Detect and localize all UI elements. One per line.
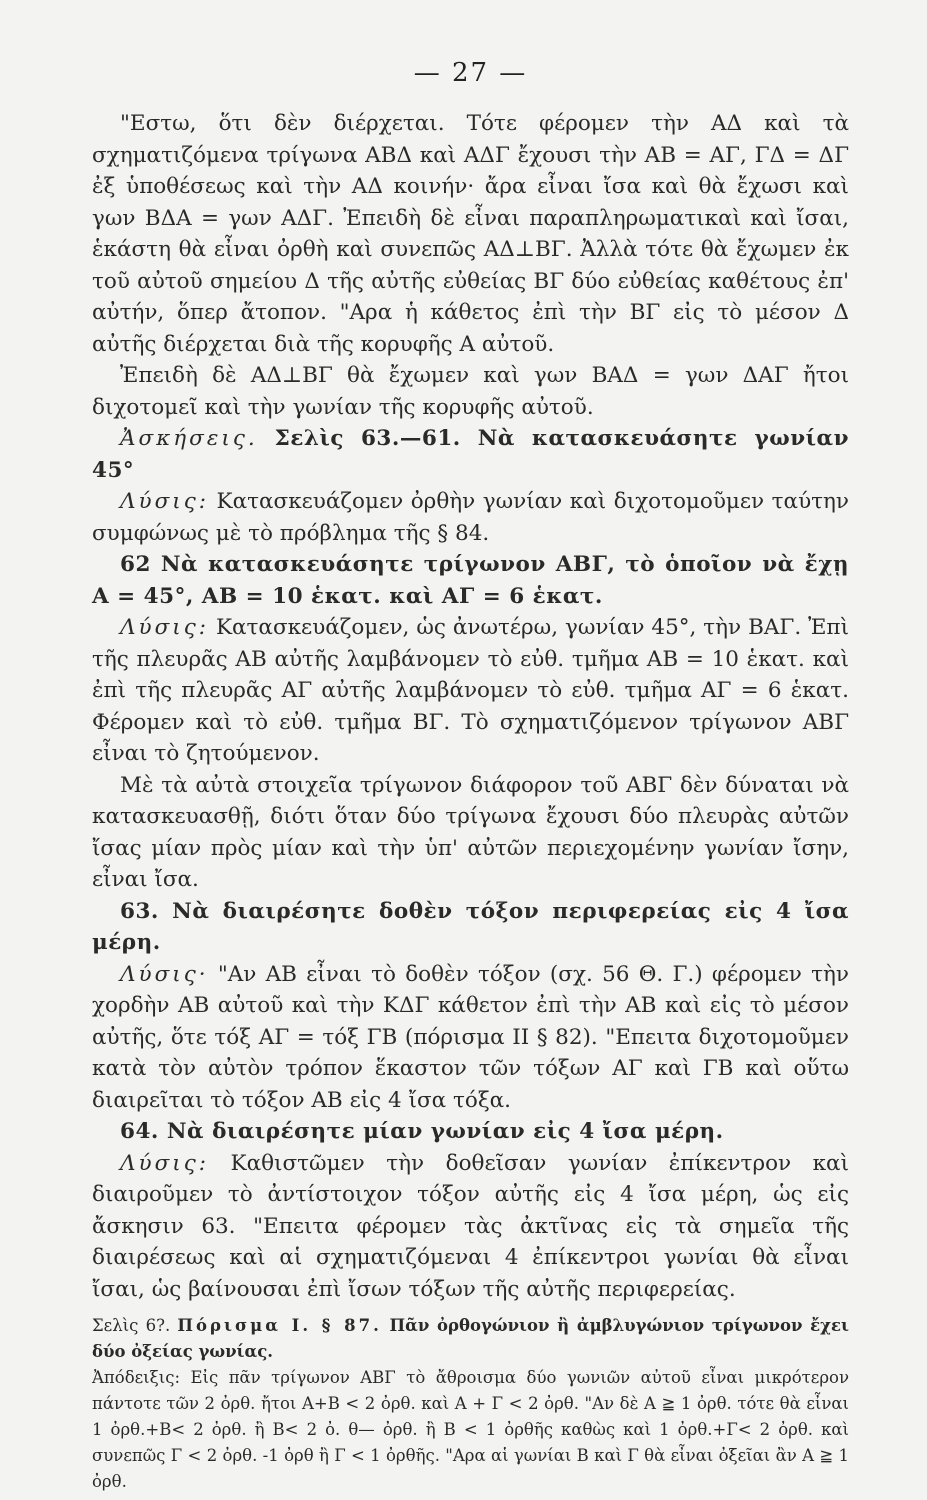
exercise-62-title: 62 Νὰ κατασκευάσητε τρίγωνον ΑΒΓ, τὸ ὁποῖον νὰ ἔχῃ Α = 45°, ΑΒ = 10 ἑκατ. καὶ ΑΓ = 6 ἑκατ.: [92, 552, 849, 609]
page-number: — 27 —: [413, 58, 528, 88]
exercise-64-title: 64. Νὰ διαιρέσητε μίαν γωνίαν εἰς 4 ἴσα μέρη.: [120, 1119, 724, 1144]
corollary-proof: Ἀπόδειξις: Εἰς πᾶν τρίγωνον ΑΒΓ τὸ ἄθροισμα δύο γωνιῶν αὐτοῦ εἶναι μικρότερον πάντοτε τῶν 2 ὀρθ. ἤτοι Α+Β < 2 ὀρθ. καὶ Α + Γ < 2 ὀρθ. "Αν δὲ Α ≧ 1 ὀρθ. τότε θὰ εἶναι 1 ὀρθ.+Β< 2 ὀρθ. ἢ Β< 2 ὀ. θ— ὀρθ. ἢ Β < 1 ὀρθῆς καθὼς καὶ 1 ὀρθ.+Γ< 2 ὀρθ. καὶ συνεπῶς Γ < 2 ὀρθ. -1 ὀρθ ἢ Γ < 1 ὀρθῆς. "Αρα αἱ γωνίαι Β καὶ Γ θὰ εἶναι ὀξεῖαι ἂν Α ≧ 1 ὀρθ.: [92, 1368, 849, 1491]
body-text: [92, 108, 849, 1305]
solution-64-text: Καθιστῶμεν τὴν δοθεῖσαν γωνίαν ἐπίκεντρον καὶ διαιροῦμεν τὸ ἀντίστοιχον τόξον αὐτῆς εἰς 4 ἴσα μέρη, ὡς εἰς ἄσκησιν 63. "Επειτα φέρομεν τὰς ἀκτῖνας εἰς τὰ σημεῖα τῆς διαιρέσεως καὶ αἱ σχηματιζόμεναι 4 ἐπίκεντροι γωνίαι θὰ εἶναι ἴσαι, ὡς βαίνουσαι ἐπὶ ἴσων τόξων τῆς αὐτῆς περιφερείας.: [92, 1150, 849, 1302]
solution-label: Λύσις:: [120, 489, 209, 514]
corollary-label: Πόρισμα Ι. § 87.: [177, 1316, 382, 1335]
paragraph-solution-64: [92, 1148, 849, 1306]
solution-label: Λύσις·: [120, 961, 209, 987]
solution-61-text: Κατασκευάζομεν ὀρθὴν γωνίαν καὶ διχοτομοῦμεν ταύτην συμφώνως μὲ τὸ πρόβλημα τῆς § 84.: [92, 489, 849, 546]
exercises-label: Ἀσκήσεις.: [120, 426, 258, 451]
exercise-61-title: Σελὶς 63.—61. Νὰ κατασκευάσητε γωνίαν 45°: [92, 426, 849, 483]
solution-label: Λύσις:: [120, 615, 209, 640]
solution-62-text: Κατασκευάζομεν, ὡς ἀνωτέρω, γωνίαν 45°, τὴν ΒΑΓ. Ἐπὶ τῆς πλευρᾶς ΑΒ αὐτῆς λαμβάνομεν τὸ εὐθ. τμῆμα ΑΒ = 10 ἑκατ. καὶ ἐπὶ τῆς πλευρᾶς ΑΓ αὐτῆς λαμβάνομεν τὸ εὐθ. τμῆμα ΑΓ = 6 ἑκατ. Φέρομεν καὶ τὸ εὐθ. τμῆμα ΒΓ. Τὸ σχηματιζόμενον τρίγωνον ΑΒΓ εἶναι τὸ ζητούμενον.: [92, 615, 849, 766]
paragraph-solution-63: [92, 959, 849, 1117]
solution-63-text: "Αν ΑΒ εἶναι τὸ δοθὲν τόξον (σχ. 56 Θ. Γ.) φέρομεν τὴν χορδὴν ΑΒ αὐτοῦ καὶ τὴν ΚΔΓ κάθετον ἐπὶ τὴν ΑΒ καὶ εἰς τὸ μέσον αὐτῆς, ὅτε τόξ ΑΓ = τόξ ΓΒ (πόρισμα ΙΙ § 82). "Επειτα διχοτομοῦμεν κατὰ τὸν αὐτὸν τρόπον ἕκαστον τῶν τόξων ΑΓ καὶ ΓΒ καὶ οὕτω διαιρεῖται τὸ τόξον ΑΒ εἰς 4 ἴσα τόξα.: [92, 961, 849, 1113]
solution-label: Λύσις:: [120, 1150, 209, 1176]
corollary-statement: [92, 1313, 849, 1365]
corollary-section: [92, 1313, 849, 1495]
paragraph-uniqueness: Μὲ τὰ αὐτὰ στοιχεῖα τρίγωνον διάφορον τοῦ ΑΒΓ δὲν δύναται νὰ κατασκευασθῇ, διότι ὅταν δύο τρίγωνα ἔχουσι δύο πλευρὰς αὐτῶν ἴσας μίαν πρὸς μίαν καὶ τὴν ὑπ' αὐτῶν περιεχομένην γωνίαν ἴσην, εἶναι ἴσα.: [92, 772, 849, 892]
corollary-page-ref: Σελὶς 6?.: [92, 1316, 178, 1335]
paragraph-exercises-61: [92, 423, 849, 486]
paragraph-solution-61: [92, 486, 849, 549]
paragraph-solution-62: [92, 612, 849, 770]
paragraph-proof-continuation: "Εστω, ὅτι δὲν διέρχεται. Τότε φέρομεν τὴν ΑΔ καὶ τὰ σχηματιζόμενα τρίγωνα ΑΒΔ καὶ ΑΔΓ ἔχουσι τὴν ΑΒ = ΑΓ, ΓΔ = ΔΓ ἐξ ὑποθέσεως καὶ τὴν ΑΔ κοινήν· ἄρα εἶναι ἴσα καὶ θὰ ἔχωσι καὶ γων ΒΔΑ = γων ΑΔΓ. Ἐπειδὴ δὲ εἶναι παραπληρωματικαὶ καὶ ἴσαι, ἑκάστη θὰ εἶναι ὀρθὴ καὶ συνεπῶς ΑΔ⊥ΒΓ. Ἀλλὰ τότε θὰ ἔχωμεν ἐκ τοῦ αὐτοῦ σημείου Δ τῆς αὐτῆς εὐθείας ΒΓ δύο εὐθείας καθέτους ἐπ' αὐτήν, ὅπερ ἄτοπον. "Αρα ἡ κάθετος ἐπὶ τὴν ΒΓ εἰς τὸ μέσον Δ αὐτῆς διέρχεται διὰ τῆς κορυφῆς Α αὐτοῦ.: [92, 111, 849, 357]
exercise-63-title: 63. Νὰ διαιρέσητε δοθὲν τόξον περιφερείας εἰς 4 ἴσα μέρη.: [92, 898, 849, 955]
paragraph-bisector: Ἐπειδὴ δὲ ΑΔ⊥ΒΓ θὰ ἔχωμεν καὶ γων ΒΑΔ = γων ΔΑΓ ἤτοι διχοτομεῖ καὶ τὴν γωνίαν τῆς κορυφῆς αὐτοῦ.: [92, 363, 849, 420]
corollary-text: Πᾶν ὀρθογώνιον ἢ ἀμβλυγώνιον τρίγωνον ἔχει δύο ὀξείας γωνίας.: [92, 1316, 850, 1361]
